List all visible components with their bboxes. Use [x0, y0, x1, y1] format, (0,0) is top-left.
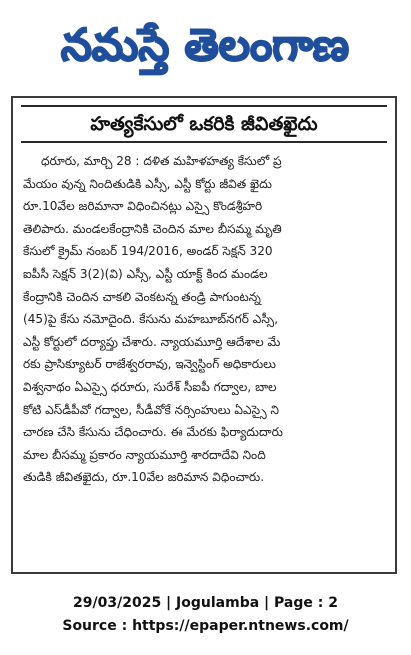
masthead-title: నమస్తే తెలంగాణ [60, 20, 350, 71]
article-line: చారణ చేసి కేసును చేధించారు. ఈ మేరకు ఫిర్యాదుదారు [23, 425, 283, 440]
article-line: రకు ప్రాసిక్యూటర్ రాజేశ్వరరావు, ఇన్వెస్టింగ్ అధికారులు [23, 357, 276, 372]
article-line: ఐపీసీ సెక్షన్ 3(2)(వి) ఎస్సీ, ఎస్టీ యాక్ట్ కింద మండల [23, 266, 268, 281]
footer-date-line: 29/03/2025 | Jogulamba | Page : 2 [73, 595, 338, 611]
headline-bottom-rule [21, 141, 387, 143]
article-line: మేయం వున్న నిందితుడికి ఎస్సీ, ఎస్టీ కోర్టు జీవిత ఖైదు [23, 176, 272, 191]
article-line: ధరూరు, మార్చి 28 : దళిత మహిళహత్య కేసులో ప్ర [41, 154, 282, 168]
news-clipping [11, 96, 397, 574]
article-body [23, 150, 387, 566]
article-line: విశ్వనాథం ఏఎస్సై ధరూరు, సురేశ్ సీఐపీ గద్వాల, బాల [23, 379, 277, 394]
article-line: రూ.10వేల జరిమానా విధించినట్లు ఎస్సై కొండశ్రీహరి [23, 199, 263, 214]
headline: హత్యకేసులో ఒకరికి జీవితఖైదు [90, 113, 318, 135]
footer-source-line: Source : https://epaper.ntnews.com/ [62, 618, 349, 634]
article-line: కేంద్రానికి చెందిన చాకలి వెంకటన్న తండ్రి పాగుంటన్న [23, 289, 261, 304]
article-line: తెలిపారు. మండలకేంద్రానికి చెందిన మాల బీసమ్మ మృతి [23, 221, 282, 236]
article-line: (45)పై కేసు నమోదైంది. కేసును మహబూబ్‌నగర్ ఎస్సీ, [23, 312, 279, 327]
article-line: కేసులో క్రైమ్ నంబర్ 194/2016, అండర్ సెక్షన్ 320 [23, 244, 273, 259]
masthead [0, 0, 411, 82]
article-line: కోటి ఎస్‌డీపీవో గద్వాల, సీడీవోకే నర్సింహులు ఏఎస్సై ని [23, 402, 280, 417]
article-line: ఎస్టీ కోర్టులో దర్యాప్తు చేశారు. న్యాయమూర్తి ఆదేశాల మే [23, 334, 281, 349]
masthead-logo [0, 0, 411, 82]
article-line: మాల బీసమ్మ ప్రకారం న్యాయమూర్తి శారదాదేవి నింది [23, 447, 266, 462]
article-line: తుడికి జీవితఖైదు, రూ.10వేల జరిమాన విధించారు. [23, 470, 265, 485]
headline-top-rule [21, 105, 387, 107]
